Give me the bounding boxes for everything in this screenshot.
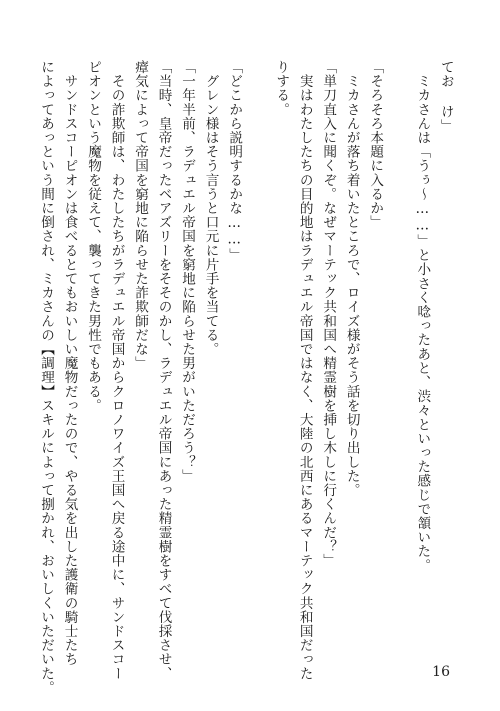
text-line: ミカさんが落ち着いたところで、ロイズ様がそう話を切り出した。 xyxy=(343,60,360,498)
text-line: 「一年半前、ラデュエル帝国を窮地に陥らせた男がいただろう？」 xyxy=(179,60,196,483)
text-line: ピオンという魔物を従えて、襲ってきた男性でもある。 xyxy=(85,60,102,413)
text-line: 「単刀直入に聞くぞ。なぜマーテック共和国へ精霊樹を挿し木しに行くんだ？」 xyxy=(320,60,337,568)
text-line: 「当時、皇帝だったベアズリーをそそのかし、ラデュエル帝国にあった精霊樹をすべて伐採させ、 xyxy=(155,60,172,681)
text-line: 瘴気によって帝国を窮地に陥らせた詐欺師だな」 xyxy=(132,60,149,371)
text-line: てお け」 xyxy=(437,60,454,133)
text-line: サンドスコーピオンは食べるとてもおいしい魔物だったので、やる気を出した護衛の騎士たち xyxy=(61,60,78,667)
text-line xyxy=(244,60,264,640)
text-line: りする。 xyxy=(273,60,290,117)
text-line xyxy=(385,60,405,640)
text-line: 「どこから説明するかな……」 xyxy=(226,60,243,263)
page-number: 16 xyxy=(432,664,450,680)
text-line: 「そろそろ本題に入るか」 xyxy=(367,60,384,230)
text-line: その詐欺師は、わたしたちがラデュエル帝国からクロノワイズ王国へ戻る途中に、サンドスコー xyxy=(108,60,125,681)
text-line: 実はわたしたちの目的地はラデュエル帝国ではなく、大陸の北西にあるマーテック共和国だった xyxy=(296,60,313,681)
text-line: ミカさんは「うぅ〜……」と小さく唸ったあと、渋々といった感じで頷いた。 xyxy=(414,60,431,573)
text-line: によってあっという間に倒され、ミカさんの【調理】スキルによって捌かれ、おいしくいただいた。 xyxy=(38,60,54,695)
text-line: グレン様はそう言うと口元に片手を当てる。 xyxy=(202,60,219,357)
